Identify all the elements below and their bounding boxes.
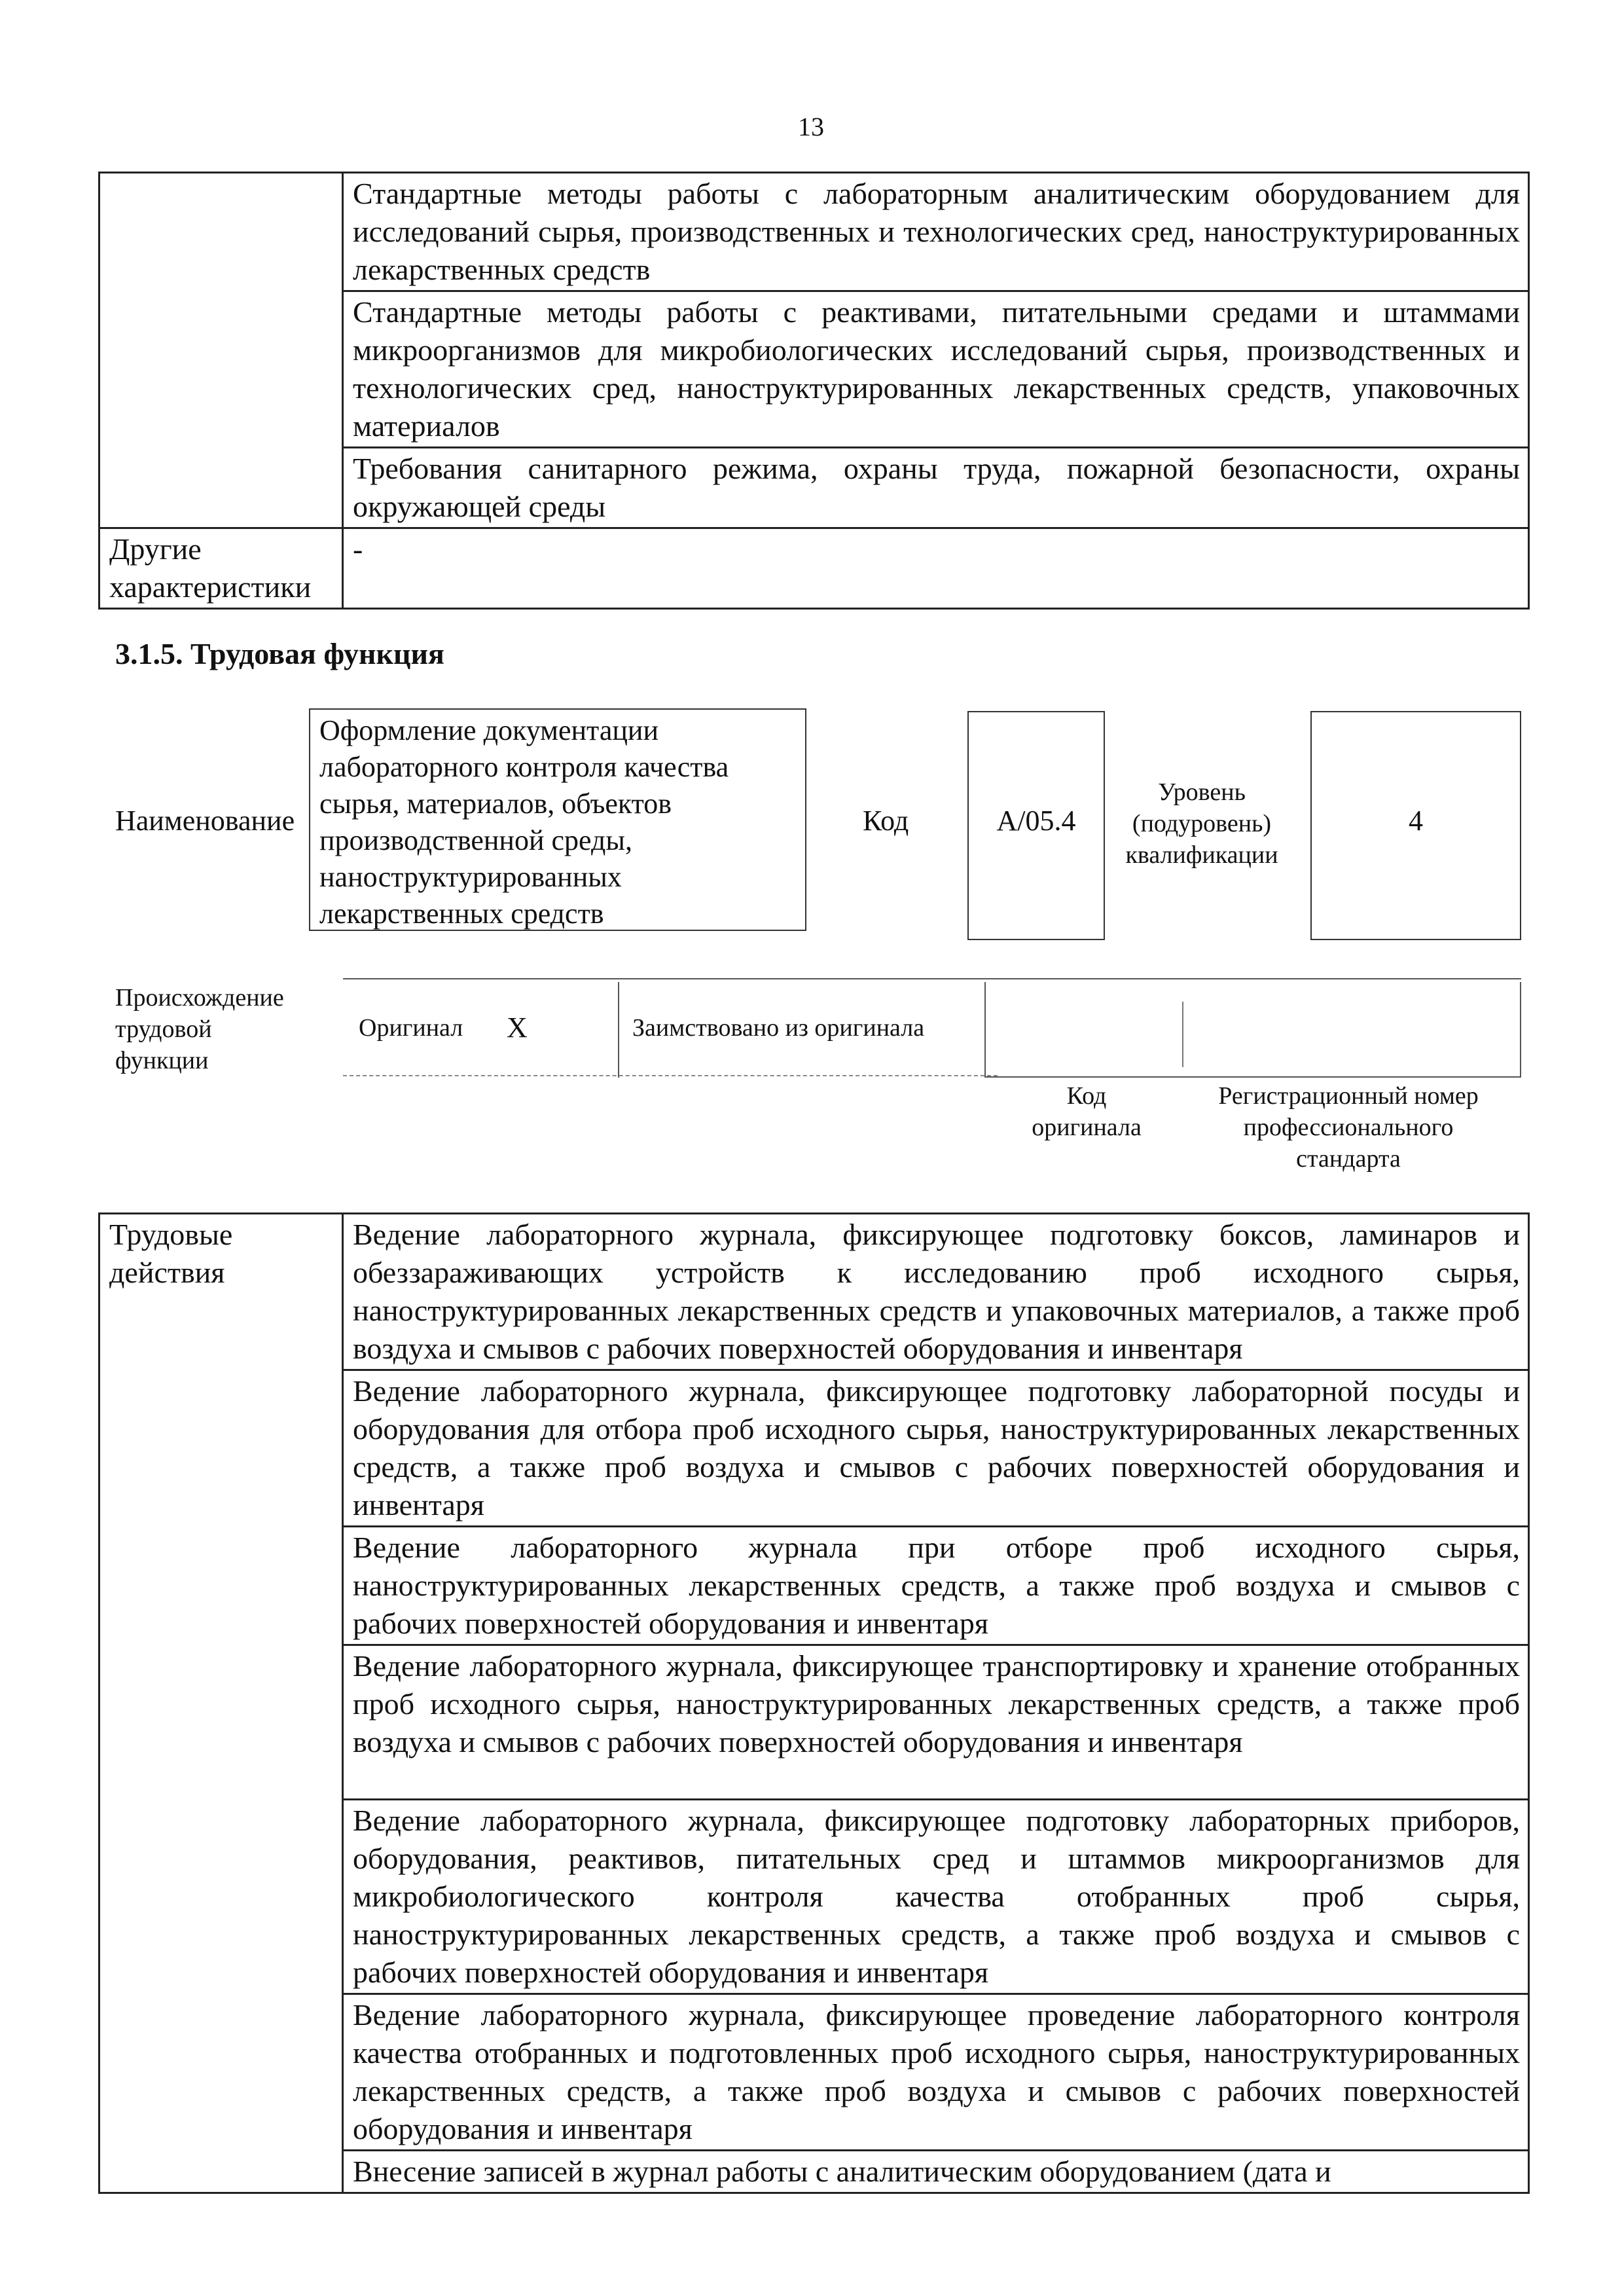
function-name-value: Оформление документации лабораторного контроля качества сырья, материалов, объектов производственной среды, наноструктурированных лекарственных средств <box>319 714 729 930</box>
origin-divider <box>618 982 619 1078</box>
name-label: Наименование <box>115 805 295 837</box>
knowledge-row: Стандартные методы работы с реактивами, питательными средами и штаммами микроорганизмов для микробиологических исследований сырья, производственных и технологических сред, наноструктурированных лекарственных средств, упаковочных материалов <box>343 291 1529 448</box>
labor-action-row: Ведение лабораторного журнала, фиксирующее подготовку лабораторной посуды и оборудования для отбора проб исходного сырья, наноструктурированных лекарственных средств, а также проб воздуха и смывов с рабочих поверхностей оборудования и инвентаря <box>343 1370 1529 1527</box>
code-original-caption <box>1001 1080 1172 1143</box>
original-mark: X <box>507 1011 528 1044</box>
level-label-line: Уровень <box>1158 778 1246 806</box>
other-label-line: Другие <box>109 532 202 566</box>
labor-action-row: Внесение записей в журнал работы с аналитическим оборудованием (дата и <box>343 2151 1529 2193</box>
level-label-line: (подуровень) <box>1132 810 1272 837</box>
labor-action-row: Ведение лабораторного журнала, фиксирующее транспортировку и хранение отобранных проб исходного сырья, наноструктурированных лекарственных средств, а также проб воздуха и смывов с рабочих поверхностей оборудования и инвентаря <box>343 1645 1529 1800</box>
caption-line: профессионального <box>1243 1114 1454 1141</box>
origin-divider <box>1520 982 1521 1078</box>
registration-number-caption <box>1178 1080 1519 1175</box>
function-name-box <box>309 708 806 931</box>
origin-label-line: функции <box>115 1047 209 1074</box>
labor-action-row: Ведение лабораторного журнала при отборе проб исходного сырья, наноструктурированных лекарственных средств, а также проб воздуха и смывов с рабочих поверхностей оборудования и инвентаря <box>343 1527 1529 1645</box>
code-label: Код <box>863 805 909 837</box>
origin-label <box>115 982 284 1076</box>
other-characteristics-label <box>99 528 343 609</box>
level-value: 4 <box>1409 805 1423 837</box>
labor-actions-table <box>98 1212 1530 2194</box>
origin-bottom-line <box>984 1076 1521 1078</box>
caption-line: стандарта <box>1296 1145 1401 1173</box>
code-box <box>967 711 1105 940</box>
level-box <box>1310 711 1521 940</box>
knowledge-label-cell <box>99 173 343 528</box>
knowledge-row: Требования санитарного режима, охраны труда, пожарной безопасности, охраны окружающей среды <box>343 448 1529 528</box>
labor-action-row: Ведение лабораторного журнала, фиксирующее подготовку лабораторных приборов, оборудования, реактивов, питательных сред и штаммов микроорганизмов для микробиологического контроля качества отобранных проб сырья, наноструктурированных лекарственных средств, а также проб воздуха и смывов с рабочих поверхностей оборудования и инвентаря <box>343 1800 1529 1994</box>
original-label: Оригинал <box>359 1014 463 1042</box>
actions-label-line: действия <box>109 1256 225 1289</box>
caption-line: Код <box>1066 1082 1107 1110</box>
level-label <box>1117 776 1287 871</box>
code-value: A/05.4 <box>996 805 1076 837</box>
origin-label-line: трудовой <box>115 1015 212 1043</box>
actions-label-line: Трудовые <box>109 1218 233 1251</box>
labor-actions-label <box>99 1214 343 2193</box>
origin-bottom-line <box>343 1075 998 1076</box>
origin-divider <box>1182 1002 1183 1067</box>
section-heading: 3.1.5. Трудовая функция <box>115 637 444 670</box>
page-number: 13 <box>798 112 824 141</box>
other-characteristics-value: - <box>343 528 1529 609</box>
labor-action-row: Ведение лабораторного журнала, фиксирующее проведение лабораторного контроля качества отобранных и подготовленных проб исходного сырья, наноструктурированных лекарственных средств, а также проб воздуха и смывов с рабочих поверхностей оборудования и инвентаря <box>343 1994 1529 2151</box>
origin-label-line: Происхождение <box>115 984 284 1011</box>
knowledge-table <box>98 172 1530 610</box>
caption-line: оригинала <box>1032 1114 1142 1141</box>
level-label-line: квалификации <box>1125 841 1278 869</box>
caption-line: Регистрационный номер <box>1218 1082 1479 1110</box>
other-label-line: характеристики <box>109 570 312 604</box>
borrowed-label: Заимствовано из оригинала <box>632 1014 925 1042</box>
knowledge-row: Стандартные методы работы с лабораторным аналитическим оборудованием для исследований сырья, производственных и технологических сред, наноструктурированных лекарственных средств <box>343 173 1529 291</box>
origin-divider <box>984 982 986 1078</box>
labor-action-row: Ведение лабораторного журнала, фиксирующее подготовку боксов, ламинаров и обеззараживающих устройств к исследованию проб исходного сырья, наноструктурированных лекарственных средств и упаковочных материалов, а также проб воздуха и смывов с рабочих поверхностей оборудования и инвентаря <box>343 1214 1529 1370</box>
